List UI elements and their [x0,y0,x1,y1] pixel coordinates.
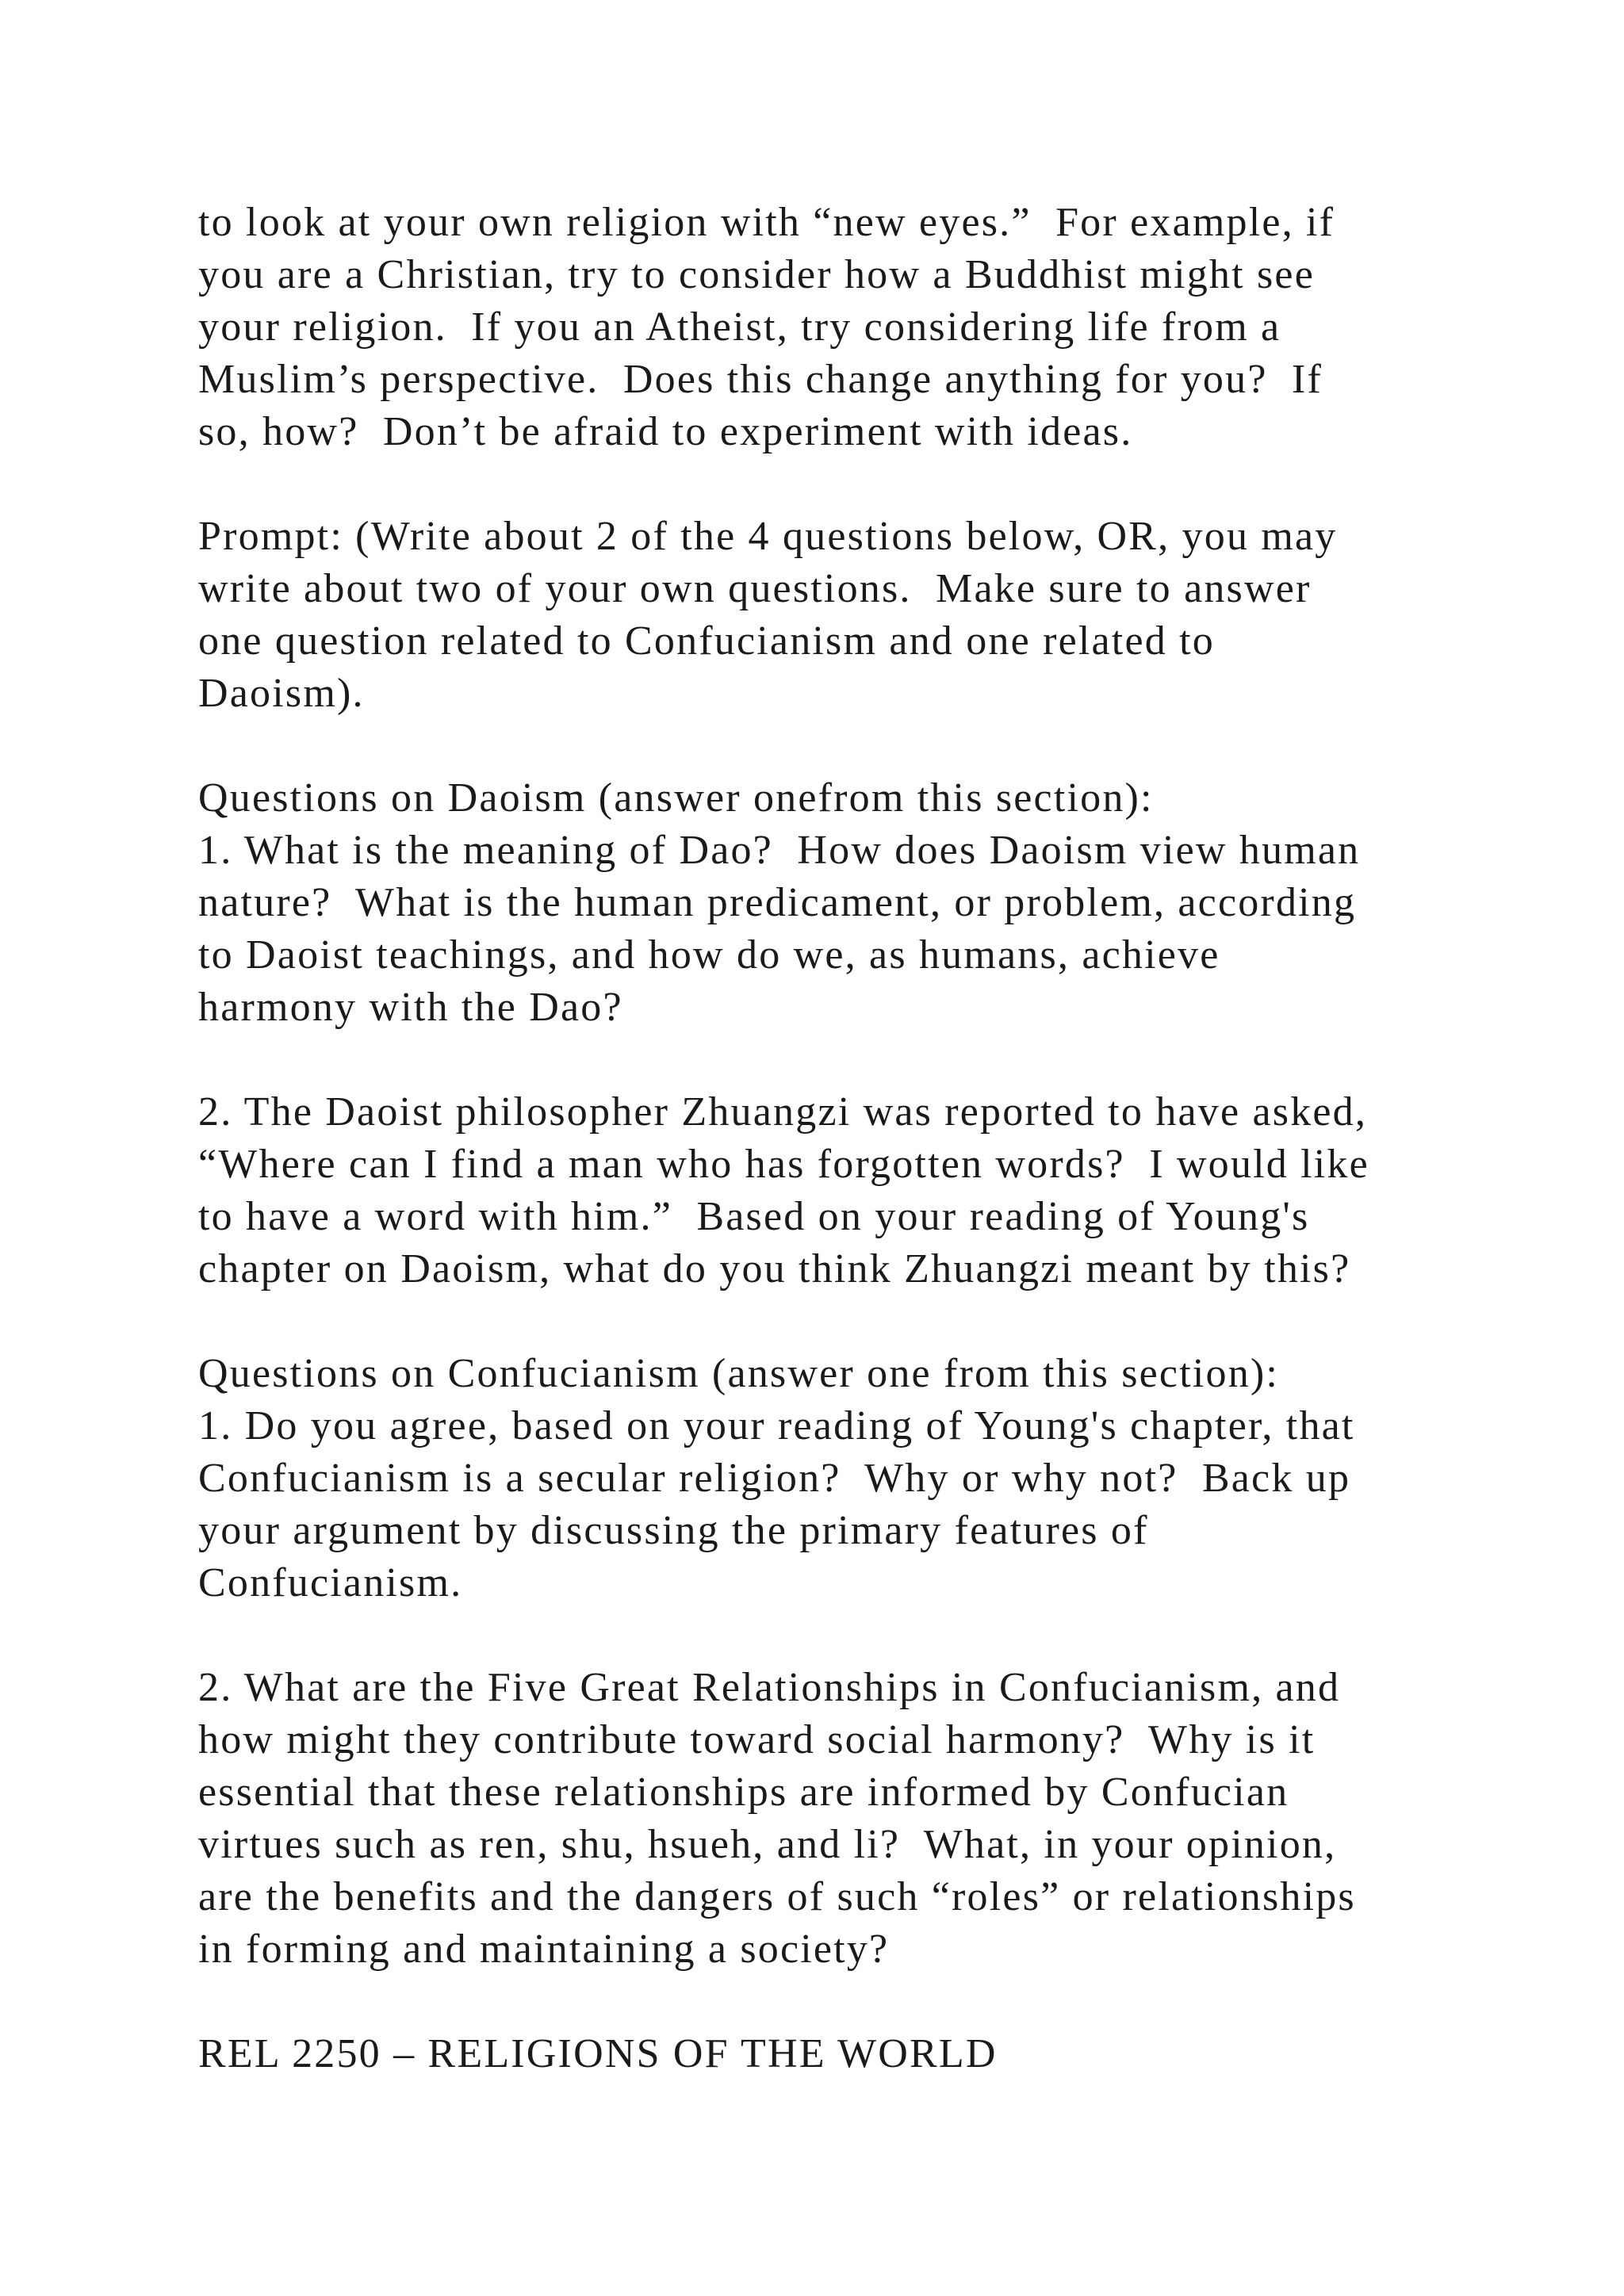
text-line: you are a Christian, try to consider how a Buddhist might see [198,252,1315,297]
paragraph-gap [198,720,1546,772]
text-line: essential that these relationships are informed by Confucian [198,1770,1289,1815]
text-line: 1. Do you agree, based on your reading of Young's chapter, that [198,1403,1355,1448]
text-line: chapter on Daoism, what do you think Zhuangzi meant by this? [198,1246,1351,1292]
document-body [198,197,1546,2080]
text-line: are the benefits and the dangers of such “roles” or relationships [198,1874,1356,1919]
text-line: one question related to Confucianism and one related to [198,618,1215,664]
text-line: your argument by discussing the primary features of [198,1508,1149,1553]
confucianism-question-2 [198,1662,1546,1976]
text-line: to look at your own religion with “new eyes.” For example, if [198,200,1335,245]
section-heading-confucianism: Questions on Confucianism (answer one from this section): [198,1351,1280,1396]
text-line: 2. What are the Five Great Relationships in Confucianism, and [198,1665,1341,1710]
text-line: write about two of your own questions. Make sure to answer [198,566,1312,611]
text-line: how might they contribute toward social harmony? Why is it [198,1717,1316,1762]
text-line: Confucianism. [198,1560,463,1605]
paragraph-gap [198,1609,1546,1662]
paragraph-gap [198,1034,1546,1086]
text-line: Daoism). [198,671,365,716]
daoism-question-1 [198,825,1546,1034]
paragraph-gap [198,458,1546,511]
course-title: REL 2250 – RELIGIONS OF THE WORLD [198,2031,998,2076]
prompt-paragraph [198,511,1546,720]
confucianism-section [198,1348,1546,1976]
daoism-question-2 [198,1086,1546,1295]
text-line: to Daoist teachings, and how do we, as humans, achieve [198,932,1220,978]
confucianism-question-1 [198,1400,1546,1609]
text-line: in forming and maintaining a society? [198,1927,890,1972]
section-heading-daoism: Questions on Daoism (answer onefrom this section): [198,775,1154,821]
daoism-section [198,772,1546,1295]
text-line: harmony with the Dao? [198,985,623,1030]
paragraph-gap [198,1295,1546,1348]
text-line: 2. The Daoist philosopher Zhuangzi was reported to have asked, [198,1089,1368,1135]
text-line: nature? What is the human predicament, or problem, according [198,880,1357,925]
text-line: Confucianism is a secular religion? Why or why not? Back up [198,1456,1351,1501]
intro-paragraph [198,197,1546,458]
text-line: virtues such as ren, shu, hsueh, and li? What, in your opinion, [198,1822,1337,1867]
text-line: 1. What is the meaning of Dao? How does Daoism view human [198,828,1361,873]
text-line: Muslim’s perspective. Does this change anything for you? If [198,357,1323,402]
text-line: to have a word with him.” Based on your reading of Young's [198,1194,1310,1239]
text-line: Prompt: (Write about 2 of the 4 questions below, OR, you may [198,514,1338,559]
text-line: so, how? Don’t be afraid to experiment with ideas. [198,409,1133,454]
text-line: your religion. If you an Atheist, try considering life from a [198,304,1281,350]
paragraph-gap [198,1976,1546,2028]
text-line: “Where can I find a man who has forgotten words? I would like [198,1142,1369,1187]
